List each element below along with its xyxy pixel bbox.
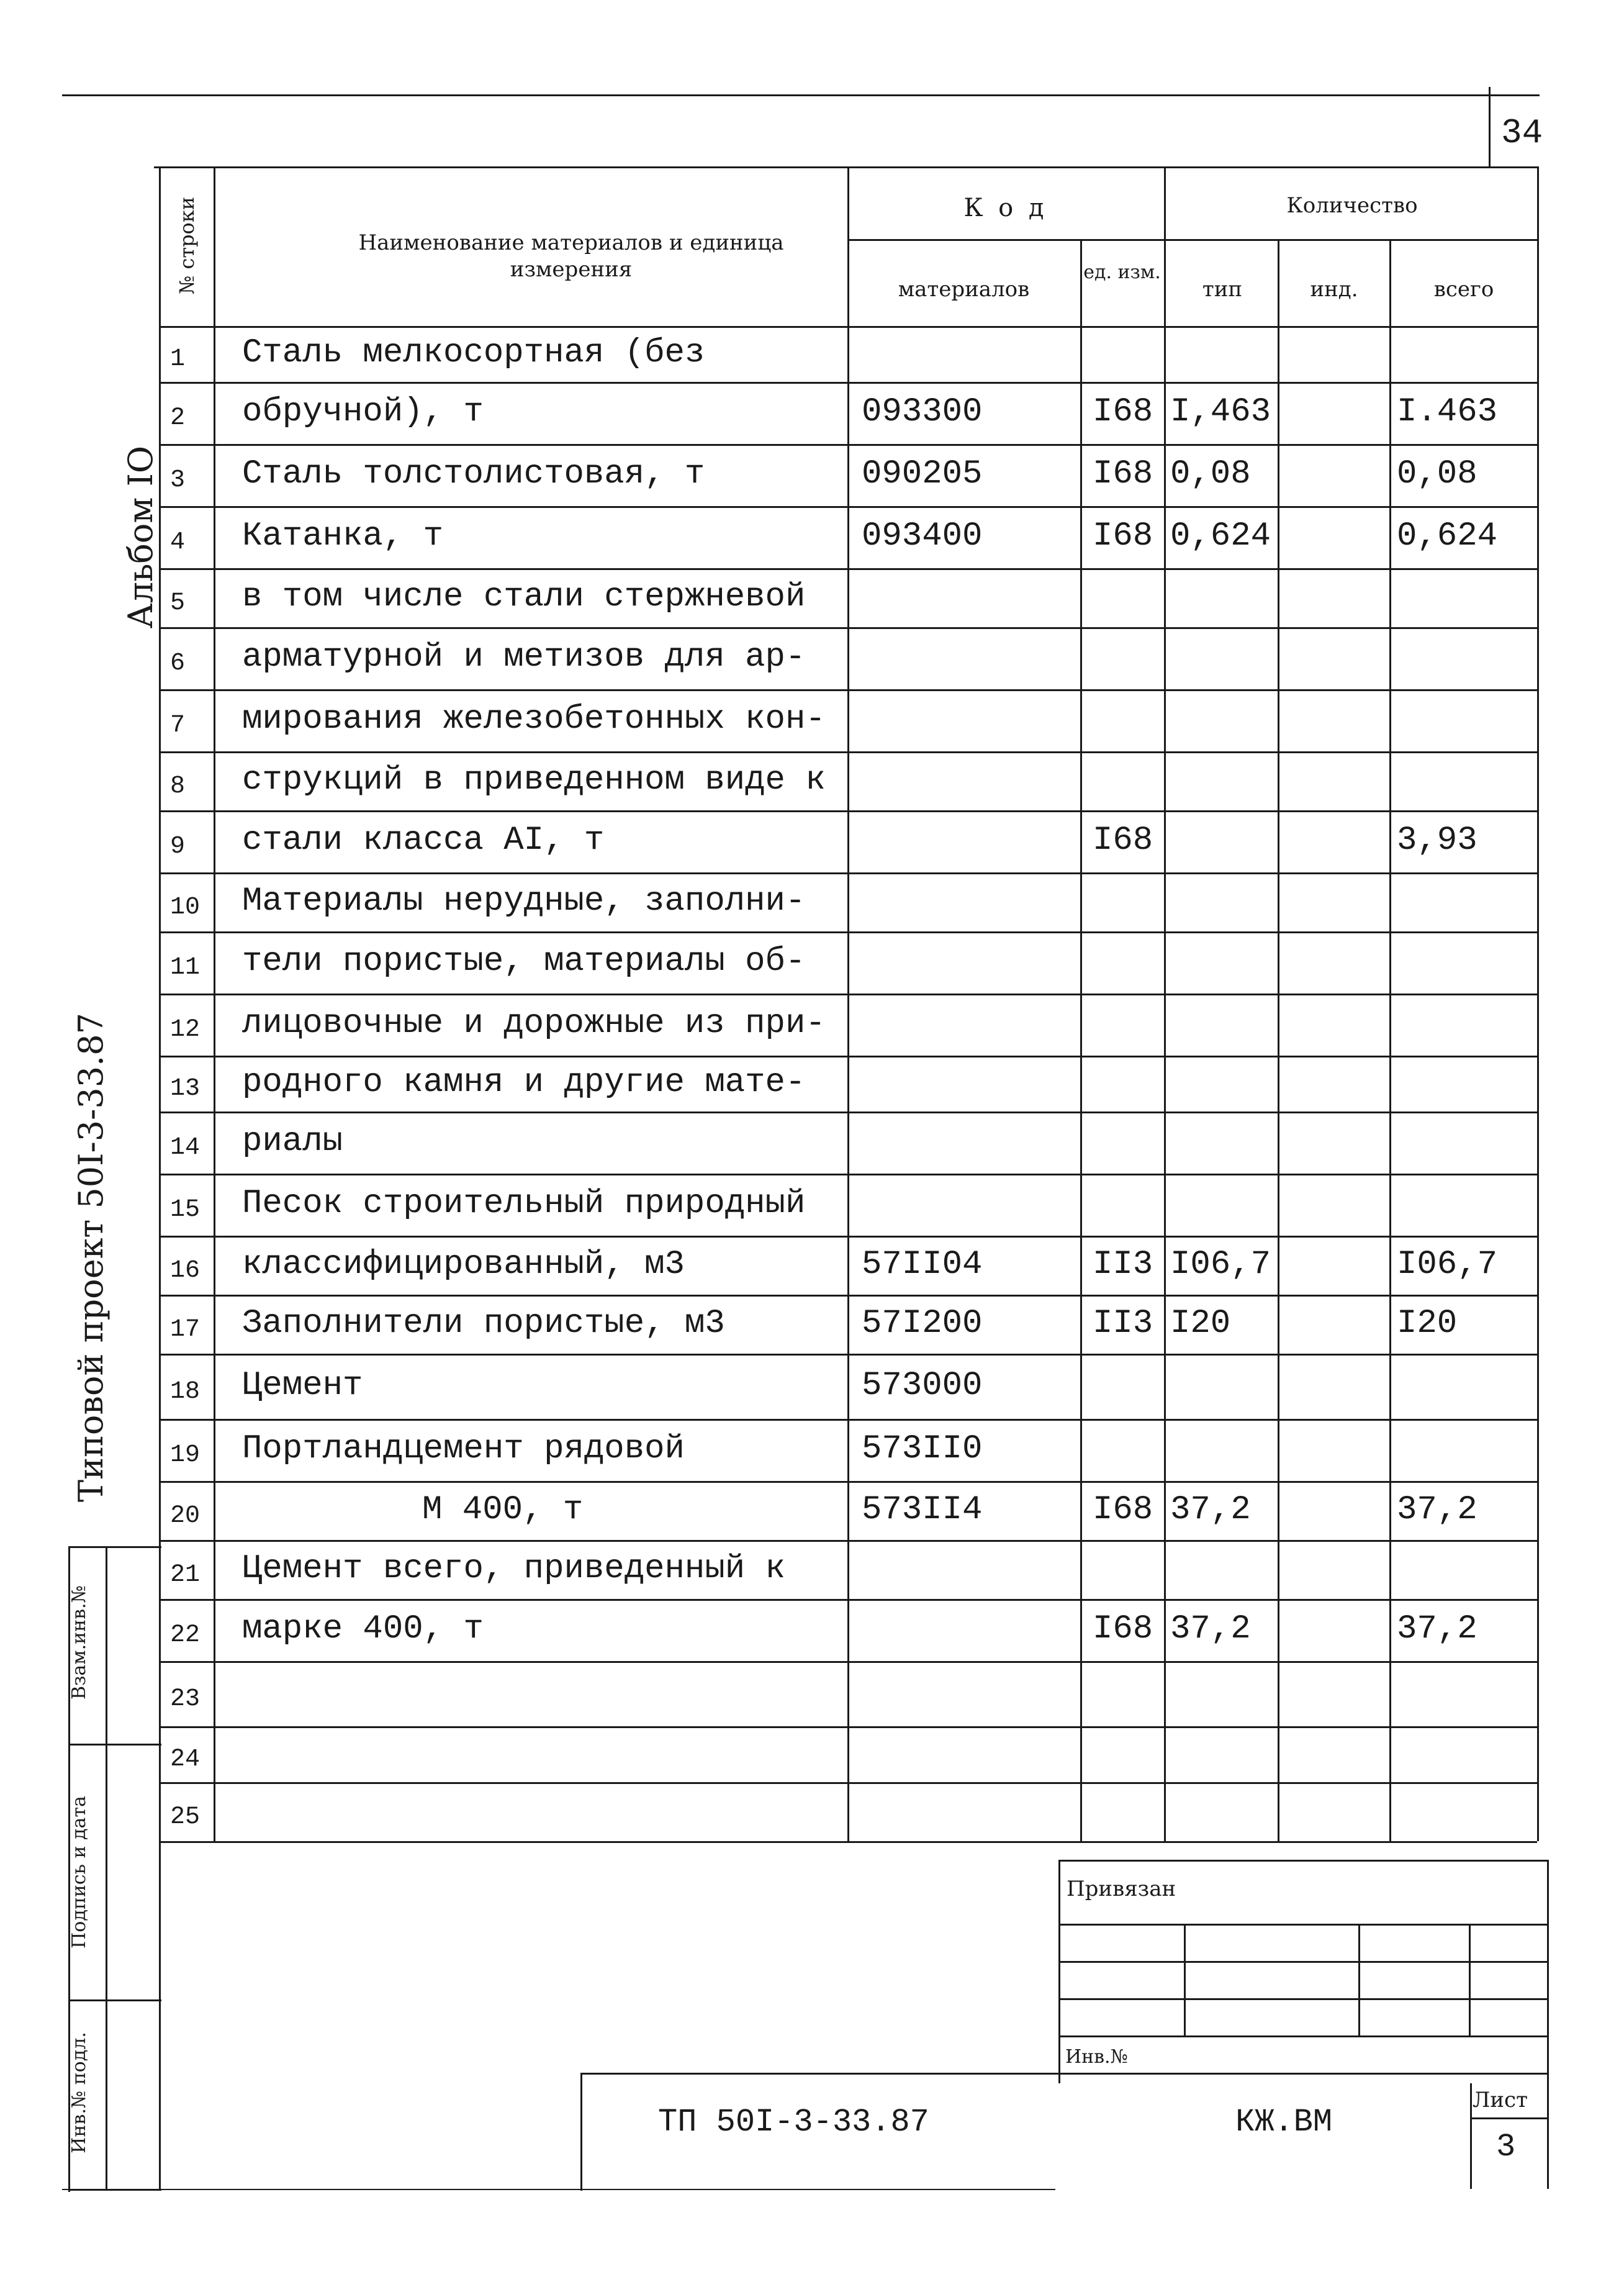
row-line bbox=[159, 1540, 1537, 1542]
row-line bbox=[159, 751, 1537, 753]
material-name: Сталь толстолистовая, т bbox=[242, 455, 705, 493]
row-number: 11 bbox=[170, 954, 201, 982]
material-name: родного камня и другие мате- bbox=[242, 1064, 806, 1102]
material-name: тели пористые, материалы об- bbox=[242, 943, 806, 980]
header-sub-line bbox=[847, 239, 1537, 241]
header-bottom-line bbox=[159, 326, 1537, 328]
material-name: Катанка, т bbox=[242, 517, 444, 555]
material-name: струкций в приведенном виде к bbox=[242, 761, 826, 799]
row-number: 8 bbox=[170, 772, 186, 800]
row-line bbox=[159, 1481, 1537, 1483]
unit-code: I68 bbox=[1093, 822, 1153, 859]
table-bottom-border bbox=[160, 1841, 1537, 1843]
stamp-designation: ТП 50I-3-33.87 bbox=[658, 2104, 929, 2140]
row-line bbox=[159, 1112, 1537, 1113]
stamp-col-3 bbox=[1469, 1924, 1471, 2035]
header-row-number: № строки bbox=[175, 196, 199, 294]
material-code: 573II4 bbox=[862, 1491, 983, 1529]
header-ind: инд. bbox=[1310, 277, 1358, 302]
unit-code: I68 bbox=[1093, 1491, 1153, 1529]
material-code: 57I200 bbox=[862, 1305, 983, 1342]
quantity-tip: I,463 bbox=[1170, 393, 1271, 431]
side-label-album: Альбом IO bbox=[121, 445, 160, 629]
quantity-total: I.463 bbox=[1397, 393, 1498, 431]
unit-code: II3 bbox=[1093, 1305, 1153, 1342]
material-name: марке 400, т bbox=[242, 1610, 484, 1648]
row-number: 22 bbox=[170, 1621, 201, 1649]
stamp-inv-no: Инв.№ bbox=[1065, 2046, 1128, 2068]
row-line bbox=[159, 810, 1537, 812]
col-line-tip bbox=[1278, 239, 1279, 1841]
stamp-right-line bbox=[1547, 1860, 1549, 2189]
stamp-list-label: Лист bbox=[1473, 2088, 1528, 2112]
stamp-list-left bbox=[1470, 2083, 1472, 2189]
quantity-tip: I20 bbox=[1170, 1305, 1231, 1342]
stamp-list-line bbox=[1470, 2117, 1549, 2119]
row-line bbox=[159, 1782, 1537, 1784]
row-number: 2 bbox=[170, 404, 186, 432]
material-name: М 400, т bbox=[422, 1491, 584, 1529]
quantity-tip: 0,08 bbox=[1170, 455, 1251, 493]
side-frame-1 bbox=[68, 1744, 161, 1745]
row-line bbox=[159, 1295, 1537, 1297]
material-code: 090205 bbox=[862, 455, 983, 493]
row-number: 6 bbox=[170, 650, 186, 677]
material-name: Сталь мелкосортная (без bbox=[242, 334, 705, 372]
unit-code: II3 bbox=[1093, 1246, 1153, 1284]
quantity-tip: 0,624 bbox=[1170, 517, 1271, 555]
row-number: 23 bbox=[170, 1685, 201, 1713]
quantity-total: 37,2 bbox=[1397, 1491, 1477, 1529]
header-kod: К о д bbox=[963, 194, 1048, 222]
stamp-left-line bbox=[1058, 1860, 1060, 2083]
header-name: Наименование материалов и единица измерения bbox=[358, 230, 784, 282]
row-line bbox=[159, 931, 1537, 933]
table-top-border bbox=[154, 166, 1538, 168]
side-label-podpis-data: Подпись и дата bbox=[68, 1796, 90, 1949]
row-number: 12 bbox=[170, 1016, 201, 1044]
quantity-total: 0,08 bbox=[1397, 455, 1477, 493]
stamp-line-4 bbox=[1058, 2035, 1549, 2037]
material-name: лицовочные и дорожные из при- bbox=[242, 1005, 826, 1043]
header-kolichestvo: Количество bbox=[1286, 193, 1418, 218]
material-name: Портландцемент рядовой bbox=[242, 1430, 685, 1468]
row-line bbox=[159, 444, 1537, 446]
col-line-ind bbox=[1389, 239, 1391, 1841]
material-name: Цемент bbox=[242, 1367, 363, 1405]
stamp-line-1 bbox=[1058, 1924, 1549, 1926]
stamp-top-line bbox=[1058, 1860, 1549, 1862]
row-number: 19 bbox=[170, 1441, 201, 1469]
material-code: 093300 bbox=[862, 393, 983, 431]
side-frame-2 bbox=[68, 1999, 161, 2001]
material-code: 093400 bbox=[862, 517, 983, 555]
stamp-line-3 bbox=[1058, 1998, 1549, 2000]
row-line bbox=[159, 1419, 1537, 1421]
row-number: 18 bbox=[170, 1378, 201, 1406]
col-line-unit bbox=[1164, 166, 1166, 1841]
material-code: 573000 bbox=[862, 1367, 983, 1405]
quantity-total: 0,624 bbox=[1397, 517, 1498, 555]
row-line bbox=[159, 1726, 1537, 1728]
col-line-code bbox=[1080, 239, 1082, 1841]
side-label-vzam-inv: Взам.инв.№ bbox=[68, 1585, 90, 1700]
material-name: Материалы нерудные, заполни- bbox=[242, 882, 806, 920]
row-line bbox=[159, 994, 1537, 995]
material-name: риалы bbox=[242, 1123, 343, 1161]
row-number: 25 bbox=[170, 1803, 201, 1831]
row-line bbox=[159, 1236, 1537, 1238]
material-code: 573II0 bbox=[862, 1430, 983, 1468]
stamp-list-number: 3 bbox=[1496, 2129, 1516, 2165]
stamp-main-left bbox=[580, 2073, 582, 2191]
material-name: арматурной и метизов для ар- bbox=[242, 638, 806, 676]
row-number: 21 bbox=[170, 1561, 201, 1589]
quantity-tip: 37,2 bbox=[1170, 1491, 1251, 1529]
row-line bbox=[159, 872, 1537, 874]
row-number: 15 bbox=[170, 1196, 201, 1224]
col-line-right bbox=[1537, 166, 1539, 1841]
unit-code: I68 bbox=[1093, 393, 1153, 431]
material-name: Цемент всего, приведенный к bbox=[242, 1550, 785, 1588]
row-line bbox=[159, 627, 1537, 629]
sheet-number-top: 34 bbox=[1501, 113, 1543, 153]
material-name: Песок строительный природный bbox=[242, 1185, 806, 1223]
row-number: 7 bbox=[170, 712, 186, 740]
row-line bbox=[159, 689, 1537, 691]
sheet-number-divider bbox=[1489, 87, 1491, 168]
header-kod-unit: ед. изм. bbox=[1083, 261, 1161, 283]
material-code: 57II04 bbox=[862, 1246, 983, 1284]
stamp-line-2 bbox=[1058, 1961, 1549, 1963]
row-number: 17 bbox=[170, 1316, 201, 1344]
row-number: 1 bbox=[170, 345, 186, 373]
row-number: 16 bbox=[170, 1257, 201, 1285]
row-number: 9 bbox=[170, 833, 186, 861]
material-name: классифицированный, м3 bbox=[242, 1246, 685, 1284]
quantity-total: I06,7 bbox=[1397, 1246, 1498, 1284]
material-name: стали класса AI, т bbox=[242, 822, 605, 859]
material-name: в том числе стали стержневой bbox=[242, 578, 806, 616]
row-line bbox=[159, 1174, 1537, 1175]
side-label-project: Типовой проект 50I-3-33.87 bbox=[71, 1013, 111, 1502]
row-number: 4 bbox=[170, 528, 186, 556]
header-tip: тип bbox=[1202, 277, 1243, 302]
header-vsego: всего bbox=[1433, 277, 1494, 302]
stamp-col-1 bbox=[1184, 1924, 1186, 2035]
row-number: 10 bbox=[170, 894, 201, 921]
material-name: мирования железобетонных кон- bbox=[242, 700, 826, 738]
row-line bbox=[159, 1661, 1537, 1663]
material-name: Заполнители пористые, м3 bbox=[242, 1305, 725, 1342]
row-line bbox=[159, 1056, 1537, 1057]
row-line bbox=[159, 382, 1537, 384]
stamp-main-top bbox=[580, 2073, 1549, 2075]
stamp-code: КЖ.ВМ bbox=[1235, 2104, 1333, 2140]
bottom-border bbox=[62, 2189, 1055, 2190]
side-frame-inner bbox=[106, 1546, 107, 2189]
unit-code: I68 bbox=[1093, 455, 1153, 493]
unit-code: I68 bbox=[1093, 517, 1153, 555]
row-number: 14 bbox=[170, 1134, 201, 1162]
row-number: 3 bbox=[170, 466, 186, 494]
top-border bbox=[62, 94, 1540, 96]
row-number: 20 bbox=[170, 1502, 201, 1530]
row-number: 13 bbox=[170, 1075, 201, 1103]
quantity-total: 3,93 bbox=[1397, 822, 1477, 859]
col-line-rowno bbox=[214, 166, 215, 1841]
row-line bbox=[159, 568, 1537, 570]
stamp-privyazan: Привязан bbox=[1067, 1877, 1176, 1901]
unit-code: I68 bbox=[1093, 1610, 1153, 1648]
row-line bbox=[159, 1599, 1537, 1601]
row-number: 5 bbox=[170, 589, 186, 617]
quantity-tip: 37,2 bbox=[1170, 1610, 1251, 1648]
stamp-col-2 bbox=[1358, 1924, 1360, 2035]
row-line bbox=[159, 506, 1537, 508]
header-kod-material: материалов bbox=[898, 277, 1030, 302]
quantity-tip: I06,7 bbox=[1170, 1246, 1271, 1284]
row-line bbox=[159, 1354, 1537, 1356]
quantity-total: I20 bbox=[1397, 1305, 1458, 1342]
material-name: обручной), т bbox=[242, 393, 484, 431]
quantity-total: 37,2 bbox=[1397, 1610, 1477, 1648]
row-number: 24 bbox=[170, 1745, 201, 1773]
side-label-inv-podl: Инв.№ подл. bbox=[68, 2032, 90, 2153]
col-line-name bbox=[847, 166, 849, 1841]
